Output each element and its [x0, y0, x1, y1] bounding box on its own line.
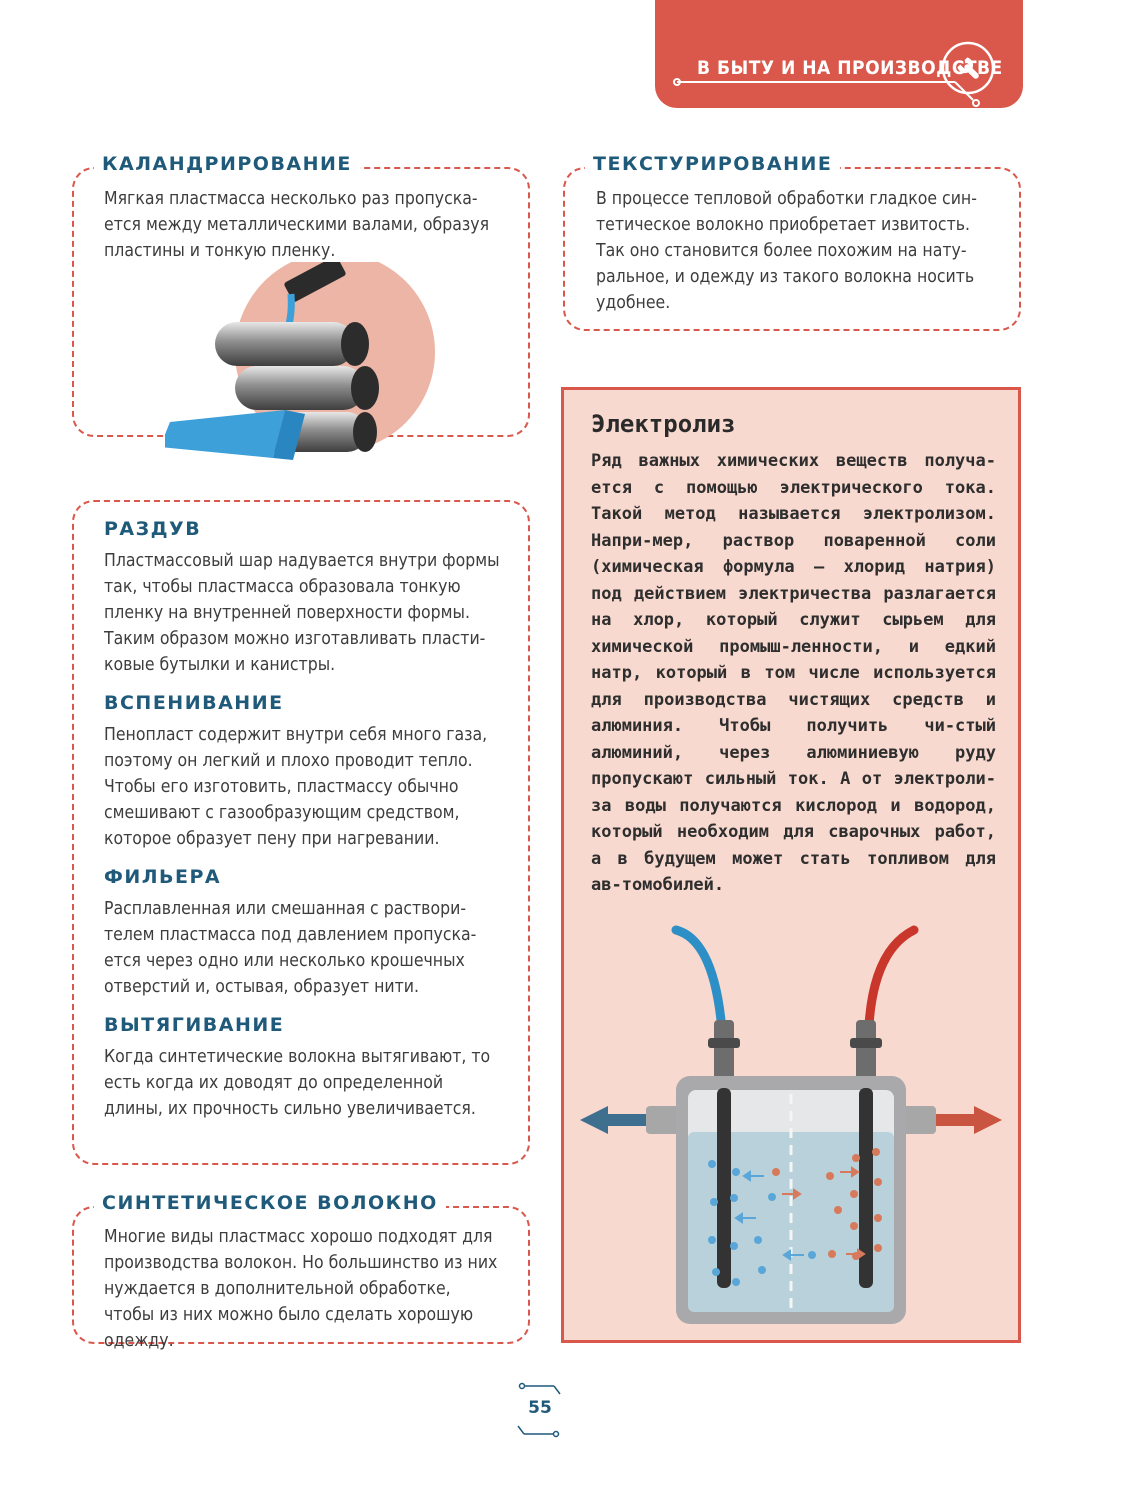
texturing-heading: ТЕКСТУРИРОВАНИЕ — [585, 153, 840, 175]
tab-decoration — [655, 0, 1023, 108]
page-number: 55 — [528, 1398, 552, 1418]
process-text: Пластмассовый шар надувается внутри формы так, чтобы пластмасса образовала тонкую пленку на внутренней поверхности формы. Таким образом можно изготавливать пласти-ковые бутылки и канистры. — [104, 551, 500, 675]
synthetic-fiber-text: Многие виды пластмасс хорошо подходят для производства волокон. Но большинство из них нуждается в дополнительной обработке, чтобы из них можно было сделать хорошую одежду. — [104, 1227, 498, 1351]
calendering-text: Мягкая пластмасса несколько раз пропуска-ется между металлическими валами, образуя пластины и тонкую пленку. — [104, 189, 490, 261]
process-drawing — [104, 1014, 502, 1122]
process-heading: ВСПЕНИВАНИЕ — [104, 692, 284, 714]
calender-rollers-illustration — [165, 262, 465, 462]
process-spinneret — [104, 866, 502, 1000]
process-heading: РАЗДУВ — [104, 518, 202, 540]
section-tab — [655, 0, 1023, 108]
synthetic-fiber-heading: СИНТЕТИЧЕСКОЕ ВОЛОКНО — [94, 1192, 446, 1214]
electrolysis-panel — [561, 387, 1021, 1343]
process-text: Когда синтетические волокна вытягивают, то есть когда их доводят до определенной длины, их прочность сильно увеличивается. — [104, 1047, 491, 1119]
process-heading: ВЫТЯГИВАНИЕ — [104, 1014, 285, 1036]
electrolysis-cell-illustration — [564, 910, 1018, 1330]
process-heading: ФИЛЬЕРА — [104, 866, 222, 888]
process-text: Пенопласт содержит внутри себя много газа, поэтому он легкий и плохо проводит тепло. Чтобы его изготовить, пластмассу обычно смешивают с газообразующим средством, которое образует пену при нагревании. — [104, 725, 488, 849]
electrolysis-title: Электролиз — [591, 410, 736, 438]
process-text: Расплавленная или смешанная с раствори-телем пластмасса под давлением пропуска-ется через одно или несколько крошечных отверстий и, остывая, образует нити. — [104, 899, 477, 997]
processes-content — [104, 518, 502, 1122]
section-title: В БЫТУ И НА ПРОИЗВОДСТВЕ — [697, 57, 1003, 79]
electrolysis-text: Ряд важных химических веществ получа-ется с помощью электрического тока. Такой метод называется электролизом. Напри-мер, раствор поваренной соли (химическая формула — хлорид натрия) под действием электричества разлагается на хлор, который служит сырьем для химической промыш-ленности, и едкий натр, который в том числе используется для производства чистящих средств и алюминия. Чтобы получить чи-стый алюминий, через алюминиевую руду пропускают сильный ток. А от электроли-за воды получаются кислород и водород, который необходим для сварочных работ, а в будущем может стать топливом для ав-томобилей. — [591, 451, 996, 895]
calendering-heading: КАЛАНДРИРОВАНИЕ — [94, 153, 360, 175]
texturing-text: В процессе тепловой обработки гладкое син-тетическое волокно приобретает извитость. Так оно становится более похожим на нату-ральное, и одежду из такого волокна носить удобнее. — [596, 189, 977, 313]
process-blow-molding — [104, 518, 502, 678]
process-foaming — [104, 692, 502, 852]
